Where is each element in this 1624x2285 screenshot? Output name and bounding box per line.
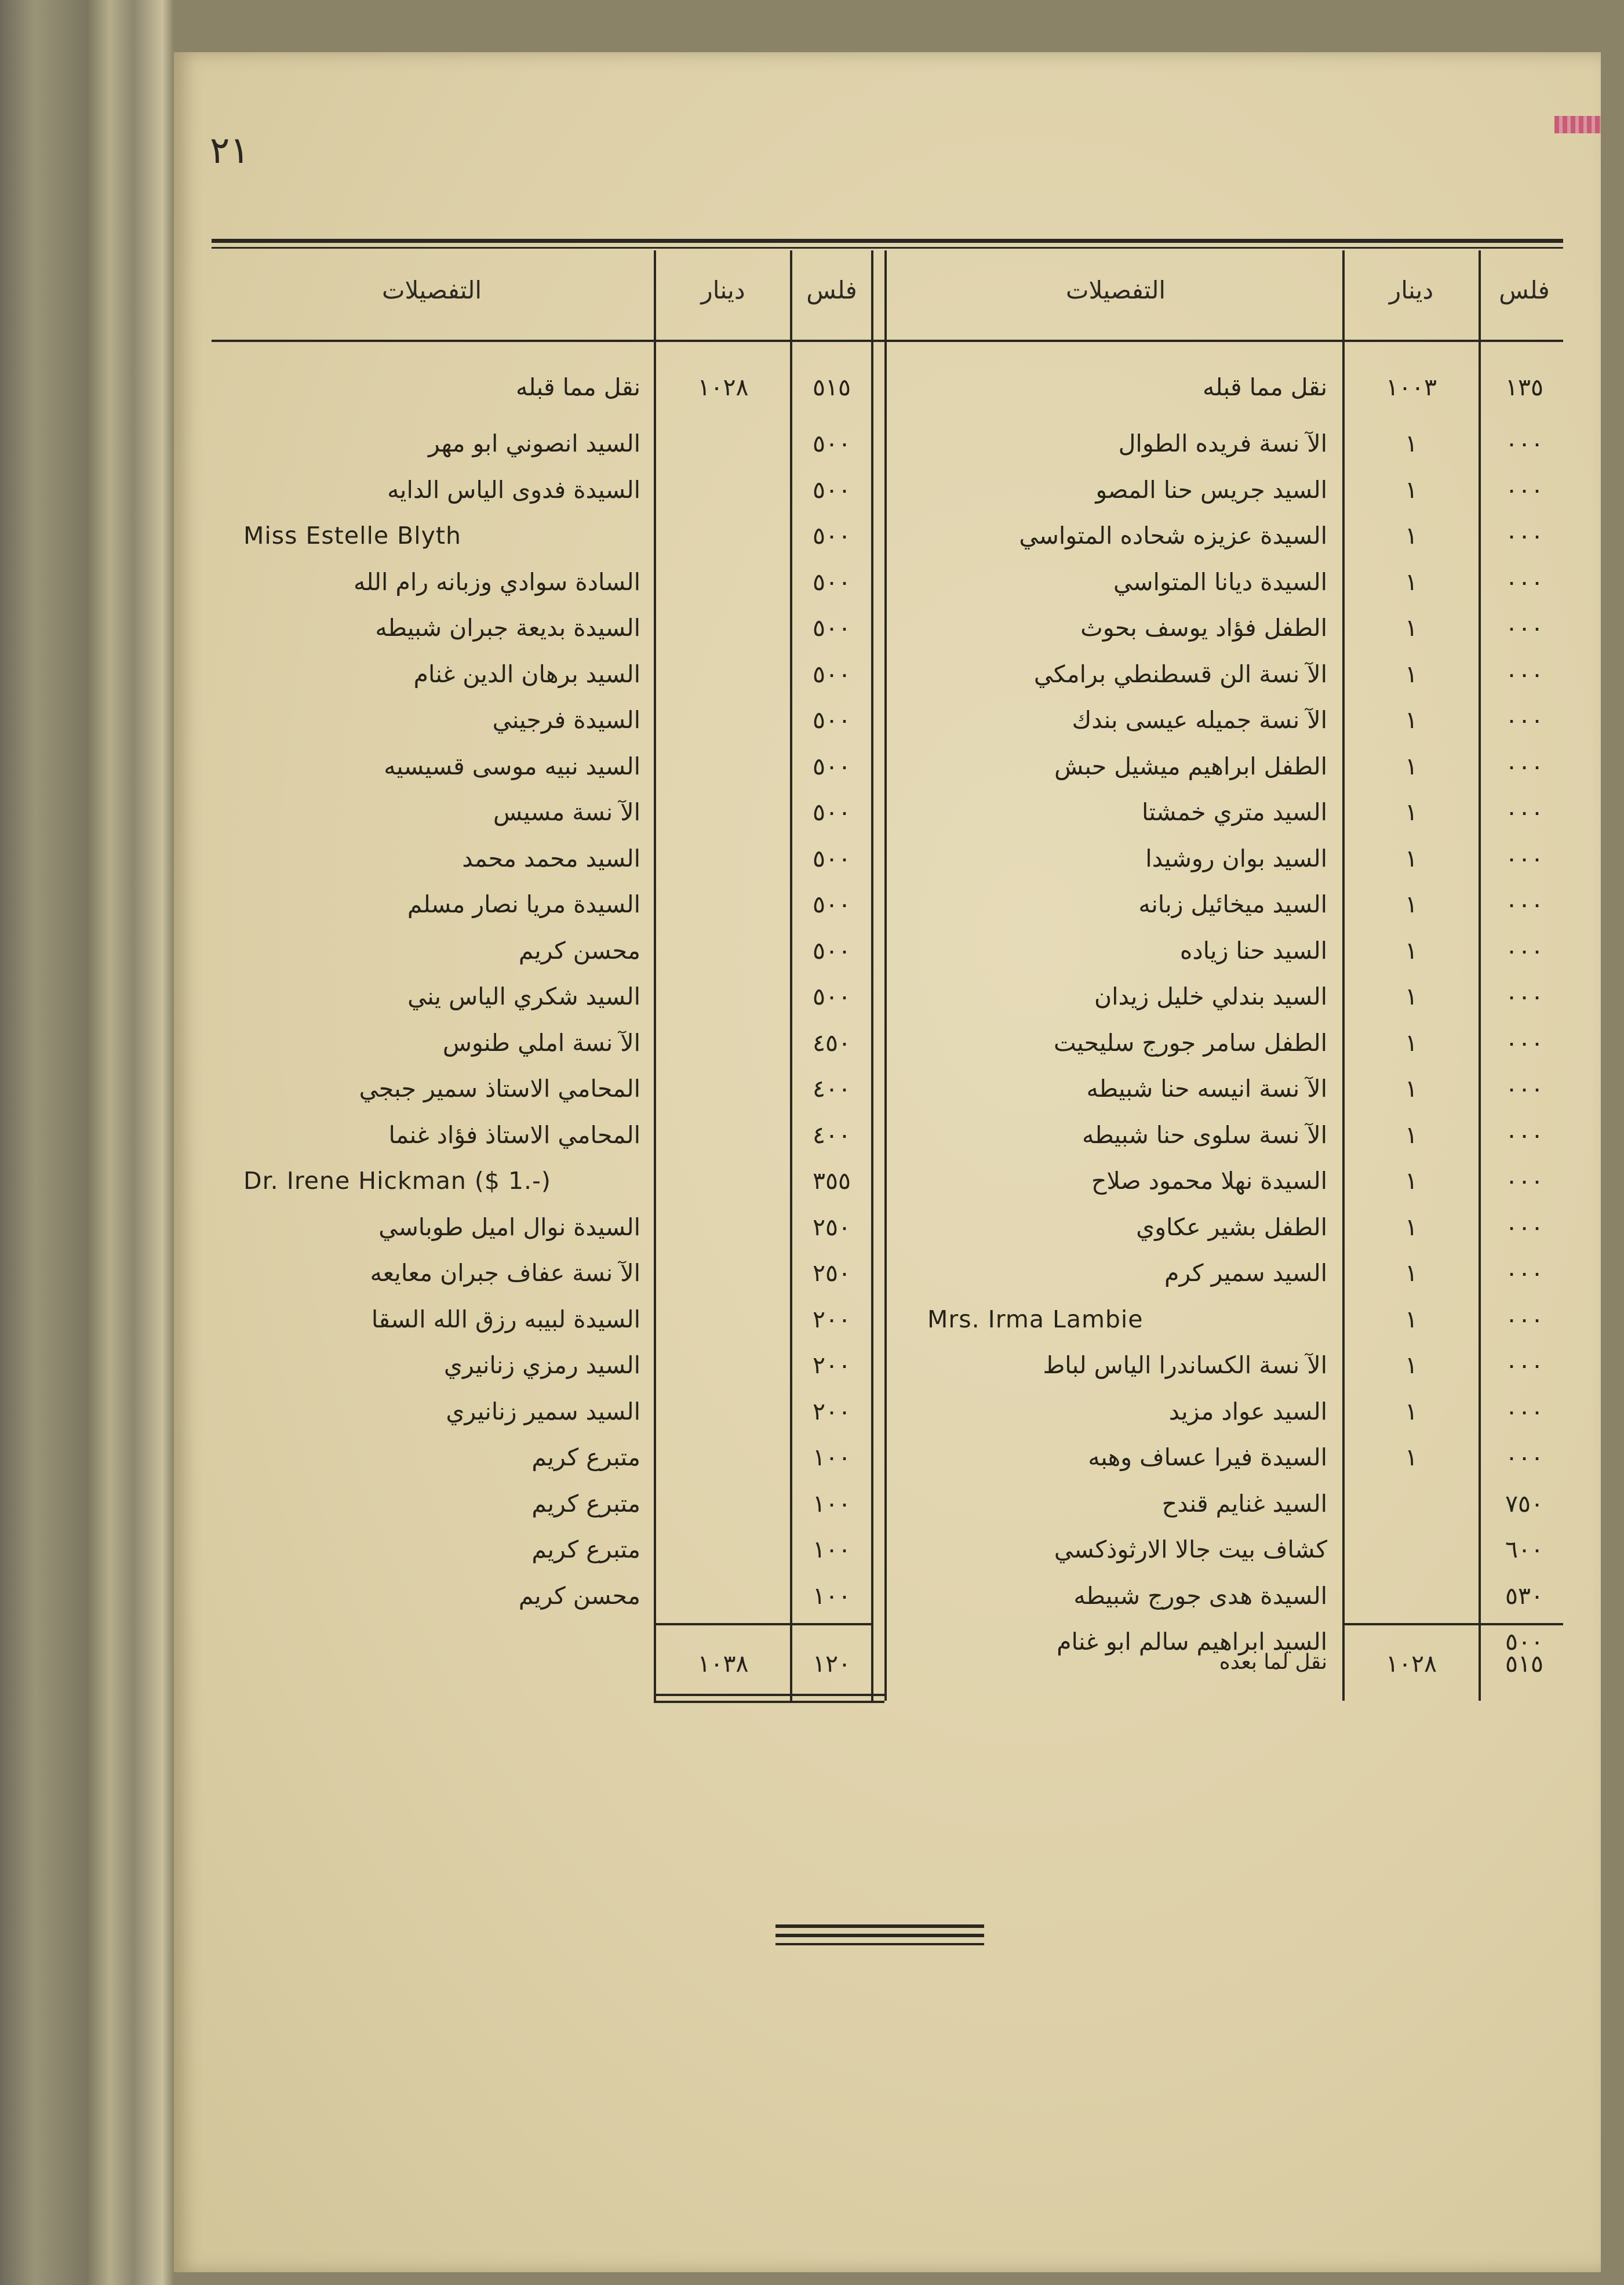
left-row-fils: ٥٠٠ bbox=[812, 706, 851, 734]
left-row-fils: ٥٠٠ bbox=[812, 430, 851, 457]
left-row-fils: ٥٠٠ bbox=[812, 752, 851, 780]
header-right-fils: فلس bbox=[1499, 276, 1550, 304]
left-row-name: محسن كريم bbox=[518, 1582, 640, 1610]
right-row-name: الطفل فؤاد يوسف بحوث bbox=[1080, 614, 1327, 642]
right-row-fils: ٥٣٠ bbox=[1505, 1582, 1544, 1610]
right-row-fils: ٧٥٠ bbox=[1505, 1490, 1544, 1518]
left-row-fils: ٥٠٠ bbox=[812, 798, 851, 826]
right-row-fils: ٠٠٠ bbox=[1505, 706, 1544, 734]
left-row-name: السيد محمد محمد bbox=[462, 845, 640, 872]
right-row-fils: ٠٠٠ bbox=[1505, 430, 1544, 457]
right-row-dinar: ١ bbox=[1404, 1029, 1418, 1057]
left-row-fils: ٣٥٥ bbox=[812, 1167, 851, 1195]
right-row-fils: ٠٠٠ bbox=[1505, 614, 1544, 642]
left-row-name: السيد انصوني ابو مهر bbox=[428, 430, 640, 457]
right-row-fils: ٠٠٠ bbox=[1505, 1213, 1544, 1241]
right-row-name: السيد غنايم قندح bbox=[1161, 1490, 1327, 1518]
left-row-fils: ١٠٠ bbox=[812, 1490, 851, 1518]
left-row-name: السيدة فدوى الياس الدايه bbox=[387, 476, 640, 504]
col-rule-left-dinar bbox=[790, 250, 792, 1701]
col-rule-center-double bbox=[884, 250, 887, 1701]
left-row-fils: ٤٠٠ bbox=[812, 1121, 851, 1149]
right-row-dinar: ١ bbox=[1404, 1398, 1418, 1425]
left-row-fils: ١٠٠ bbox=[812, 1536, 851, 1563]
right-row-dinar: ١ bbox=[1404, 476, 1418, 504]
right-row-name: السيدة ديانا المتواسي bbox=[1113, 568, 1327, 596]
left-row-name: السيدة مريا نصار مسلم bbox=[407, 890, 640, 918]
closing-ornament-rule-1 bbox=[775, 1924, 984, 1928]
left-row-name: المحامي الاستاذ سمير جبجي bbox=[359, 1075, 640, 1103]
right-row-name: الآ نسة انيسه حنا شبيطه bbox=[1086, 1075, 1327, 1103]
right-carry-in-dinar: ١٠٠٣ bbox=[1385, 373, 1437, 401]
closing-ornament-rule-3 bbox=[775, 1943, 984, 1945]
right-row-fils: ٠٠٠ bbox=[1505, 798, 1544, 826]
left-row-fils: ٥٠٠ bbox=[812, 845, 851, 872]
right-row-name: السيدة هدى جورج شبيطه bbox=[1073, 1582, 1327, 1610]
right-row-fils: ٠٠٠ bbox=[1505, 845, 1544, 872]
right-row-dinar: ١ bbox=[1404, 1351, 1418, 1379]
right-row-name: الآ نسة سلوى حنا شبيطه bbox=[1082, 1121, 1327, 1149]
left-row-name: السيد رمزي زنانيري bbox=[443, 1351, 640, 1379]
right-row-fils: ٠٠٠ bbox=[1505, 522, 1544, 550]
left-row-fils: ٢٥٠ bbox=[812, 1259, 851, 1287]
binding-mark bbox=[1554, 116, 1601, 133]
top-rule-thin bbox=[212, 247, 1563, 249]
left-total-fils: ١٢٠ bbox=[812, 1650, 851, 1678]
right-row-name: Mrs. Irma Lambie bbox=[927, 1305, 1144, 1333]
right-row-fils: ٠٠٠ bbox=[1505, 1305, 1544, 1333]
left-row-name: السيدة فرجيني bbox=[492, 706, 640, 734]
right-row-fils: ٠٠٠ bbox=[1505, 1398, 1544, 1425]
right-row-name: الآ نسة فريده الطوال bbox=[1118, 430, 1327, 457]
right-carry-in-label: نقل مما قبله bbox=[1203, 373, 1327, 401]
right-row-dinar: ١ bbox=[1404, 937, 1418, 965]
right-row-fils: ٠٠٠ bbox=[1505, 1029, 1544, 1057]
left-row-fils: ٢٠٠ bbox=[812, 1351, 851, 1379]
left-row-name: متبرع كريم bbox=[531, 1443, 640, 1471]
left-row-fils: ٤٠٠ bbox=[812, 1075, 851, 1103]
left-row-fils: ٥٠٠ bbox=[812, 983, 851, 1010]
left-total-double-rule-2 bbox=[654, 1701, 884, 1703]
left-carry-in-fils: ٥١٥ bbox=[812, 373, 851, 401]
left-row-name: السيد نبيه موسى قسيسيه bbox=[384, 752, 640, 780]
right-carry-in-fils: ١٣٥ bbox=[1505, 373, 1544, 401]
left-row-fils: ٢٠٠ bbox=[812, 1398, 851, 1425]
right-row-dinar: ١ bbox=[1404, 522, 1418, 550]
right-row-fils: ٠٠٠ bbox=[1505, 1351, 1544, 1379]
header-right-details: التفصيلات bbox=[1065, 276, 1166, 304]
right-row-fils: ٠٠٠ bbox=[1505, 1443, 1544, 1471]
left-row-fils: ٥٠٠ bbox=[812, 522, 851, 550]
header-right-dinar: دينار bbox=[1389, 276, 1434, 304]
right-row-fils: ٠٠٠ bbox=[1505, 752, 1544, 780]
right-row-dinar: ١ bbox=[1404, 1305, 1418, 1333]
right-row-fils: ٠٠٠ bbox=[1505, 1167, 1544, 1195]
right-row-name: السيدة فيرا عساف وهبه bbox=[1088, 1443, 1327, 1471]
left-row-name: السيد شكري الياس يني bbox=[407, 983, 640, 1010]
left-row-fils: ٥٠٠ bbox=[812, 937, 851, 965]
left-row-fils: ١٠٠ bbox=[812, 1582, 851, 1610]
col-rule-right-dinar bbox=[1479, 250, 1481, 1701]
right-row-fils: ٠٠٠ bbox=[1505, 983, 1544, 1010]
right-row-name: كشاف بيت جالا الارثوذكسي bbox=[1054, 1536, 1327, 1563]
left-row-fils: ٢٥٠ bbox=[812, 1213, 851, 1241]
right-row-fils: ٠٠٠ bbox=[1505, 937, 1544, 965]
col-rule-right-details bbox=[1342, 250, 1345, 1701]
left-row-fils: ٥٠٠ bbox=[812, 568, 851, 596]
header-left-fils: فلس bbox=[806, 276, 857, 304]
left-carry-in-label: نقل مما قبله bbox=[516, 373, 640, 401]
left-row-name: محسن كريم bbox=[518, 937, 640, 965]
page-number: ٢١ bbox=[210, 129, 250, 172]
right-row-fils: ٠٠٠ bbox=[1505, 476, 1544, 504]
right-row-name: الآ نسة الكساندرا الياس لباط bbox=[1043, 1351, 1327, 1379]
left-row-name: السيد سمير زنانيري bbox=[446, 1398, 640, 1425]
right-row-dinar: ١ bbox=[1404, 1075, 1418, 1103]
right-row-name: السيد متري خمشتا bbox=[1142, 798, 1327, 826]
right-row-dinar: ١ bbox=[1404, 1167, 1418, 1195]
right-carry-out-label: نقل لما بعده bbox=[1219, 1650, 1327, 1674]
right-row-dinar: ١ bbox=[1404, 798, 1418, 826]
right-row-name: الطفل سامر جورج سليحيت bbox=[1053, 1029, 1327, 1057]
left-row-name: السيد برهان الدين غنام bbox=[413, 660, 640, 688]
right-row-dinar: ١ bbox=[1404, 752, 1418, 780]
left-row-name: المحامي الاستاذ فؤاد غنما bbox=[388, 1121, 640, 1149]
right-row-dinar: ١ bbox=[1404, 568, 1418, 596]
right-row-name: السيد بوان روشيدا bbox=[1145, 845, 1327, 872]
left-row-name: الآ نسة عفاف جبران معايعه bbox=[370, 1259, 640, 1287]
right-row-name: السيد سمير كرم bbox=[1164, 1259, 1327, 1287]
header-rule bbox=[212, 340, 1563, 342]
right-row-name: الآ نسة جميله عيسى بندك bbox=[1072, 706, 1327, 734]
right-row-dinar: ١ bbox=[1404, 983, 1418, 1010]
right-row-dinar: ١ bbox=[1404, 614, 1418, 642]
col-rule-left-details bbox=[654, 250, 656, 1701]
left-row-name: الآ نسة مسيس bbox=[493, 798, 640, 826]
closing-ornament-rule-2 bbox=[775, 1934, 984, 1937]
right-row-name: السيد جريس حنا المصو bbox=[1095, 476, 1327, 504]
right-row-fils: ٠٠٠ bbox=[1505, 890, 1544, 918]
header-left-details: التفصيلات bbox=[381, 276, 482, 304]
right-carry-out-fils: ٥١٥ bbox=[1505, 1650, 1544, 1678]
right-row-fils: ٦٠٠ bbox=[1505, 1536, 1544, 1563]
left-total-rule bbox=[654, 1623, 873, 1625]
right-row-dinar: ١ bbox=[1404, 1259, 1418, 1287]
left-row-fils: ٥٠٠ bbox=[812, 660, 851, 688]
left-row-fils: ٥٠٠ bbox=[812, 614, 851, 642]
left-row-name: السيدة بديعة جبران شبيطه bbox=[375, 614, 640, 642]
right-row-fils: ٠٠٠ bbox=[1505, 1259, 1544, 1287]
left-row-name: متبرع كريم bbox=[531, 1536, 640, 1563]
left-row-fils: ٥٠٠ bbox=[812, 890, 851, 918]
col-rule-left-fils bbox=[871, 250, 873, 1701]
right-row-name: السيد حنا زياده bbox=[1179, 937, 1327, 965]
right-row-name: السيد ميخائيل زبانه bbox=[1138, 890, 1327, 918]
right-row-name: الطفل بشير عكاوي bbox=[1136, 1213, 1327, 1241]
right-carry-out-dinar: ١٠٢٨ bbox=[1385, 1650, 1437, 1678]
left-row-name: الآ نسة املي طنوس bbox=[442, 1029, 640, 1057]
left-row-fils: ٥٠٠ bbox=[812, 476, 851, 504]
right-row-fils: ٠٠٠ bbox=[1505, 1075, 1544, 1103]
left-row-fils: ٤٥٠ bbox=[812, 1029, 851, 1057]
top-rule bbox=[212, 239, 1563, 243]
left-total-dinar: ١٠٣٨ bbox=[697, 1650, 749, 1678]
right-row-name: الطفل ابراهيم ميشيل حبش bbox=[1054, 752, 1327, 780]
right-row-dinar: ١ bbox=[1404, 890, 1418, 918]
right-row-name: السيدة نهلا محمود صلاح bbox=[1091, 1167, 1327, 1195]
right-row-dinar: ١ bbox=[1404, 845, 1418, 872]
left-row-name: متبرع كريم bbox=[531, 1490, 640, 1518]
right-row-name: السيد بندلي خليل زيدان bbox=[1094, 983, 1327, 1010]
left-carry-in-dinar: ١٠٢٨ bbox=[697, 373, 749, 401]
left-row-name: السيدة نوال اميل طوباسي bbox=[378, 1213, 640, 1241]
right-row-fils: ٠٠٠ bbox=[1505, 1121, 1544, 1149]
left-row-fils: ١٠٠ bbox=[812, 1443, 851, 1471]
left-row-name: Dr. Irene Hickman ($ 1.-) bbox=[243, 1167, 551, 1195]
right-row-name: السيد ابراهيم سالم ابو غنام bbox=[1057, 1628, 1327, 1655]
left-total-double-rule bbox=[654, 1694, 884, 1696]
right-row-fils: ٠٠٠ bbox=[1505, 568, 1544, 596]
right-row-dinar: ١ bbox=[1404, 1213, 1418, 1241]
right-row-dinar: ١ bbox=[1404, 660, 1418, 688]
right-row-dinar: ١ bbox=[1404, 1121, 1418, 1149]
right-row-fils: ٠٠٠ bbox=[1505, 660, 1544, 688]
left-row-fils: ٢٠٠ bbox=[812, 1305, 851, 1333]
right-row-name: السيدة عزيزه شحاده المتواسي bbox=[1019, 522, 1327, 550]
right-row-dinar: ١ bbox=[1404, 1443, 1418, 1471]
header-left-dinar: دينار bbox=[701, 276, 745, 304]
right-row-fils: ٥٠٠ bbox=[1505, 1628, 1544, 1655]
left-row-name: Miss Estelle Blyth bbox=[243, 522, 461, 550]
right-total-rule bbox=[1342, 1623, 1563, 1625]
right-row-name: السيد عواد مزيد bbox=[1168, 1398, 1327, 1425]
right-row-dinar: ١ bbox=[1404, 430, 1418, 457]
right-row-dinar: ١ bbox=[1404, 706, 1418, 734]
right-row-name: الآ نسة الن قسطنطي برامكي bbox=[1033, 660, 1327, 688]
left-row-name: السادة سوادي وزبانه رام الله bbox=[353, 568, 640, 596]
left-row-name: السيدة لبيبه رزق الله السقا bbox=[371, 1305, 640, 1333]
